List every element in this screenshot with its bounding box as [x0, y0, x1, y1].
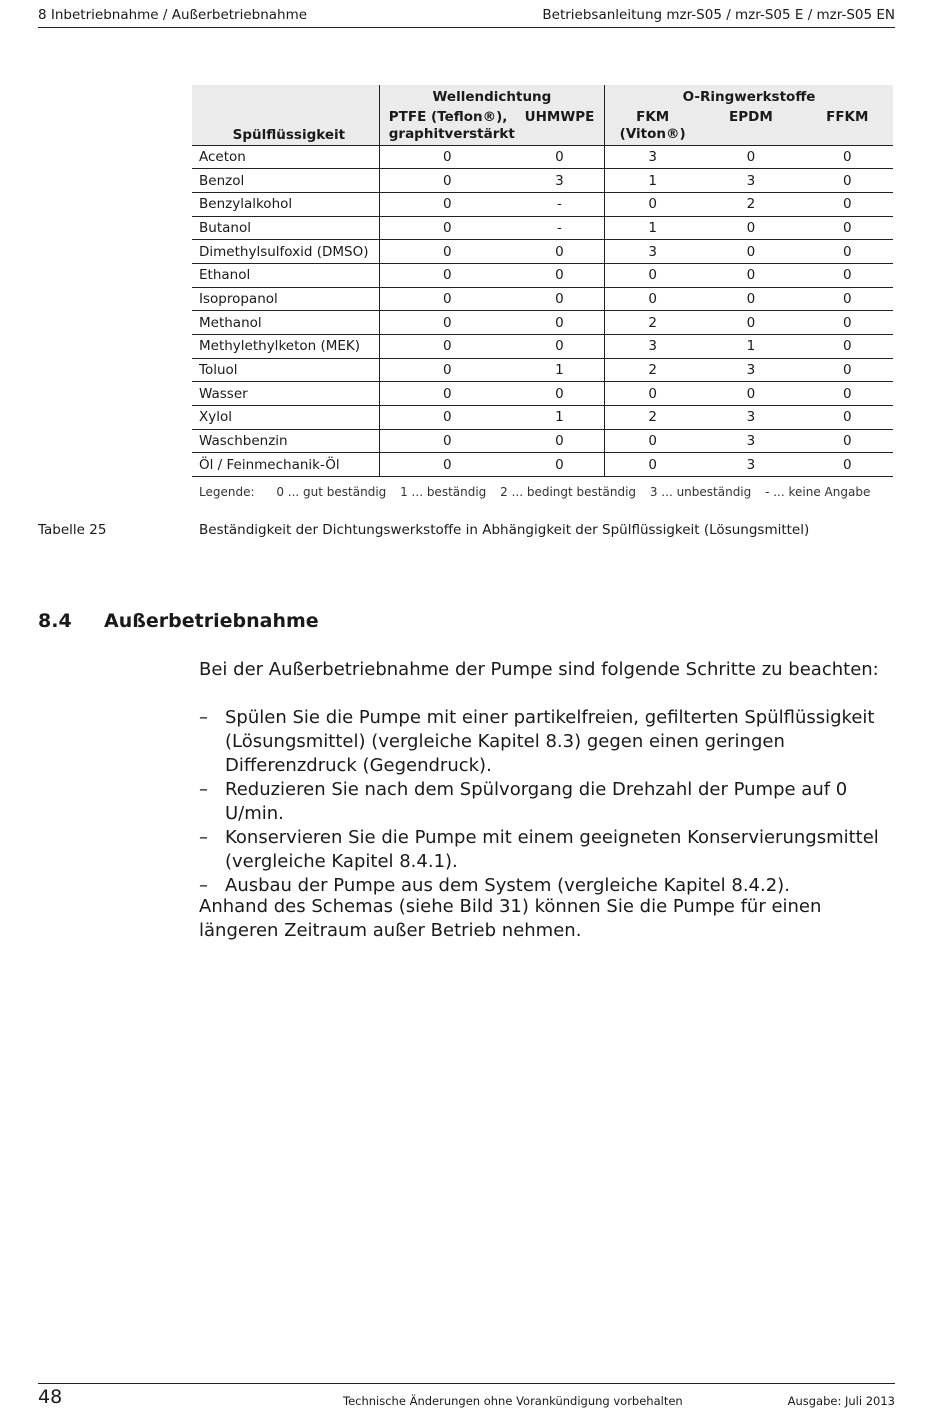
rating-cell: 0	[379, 240, 515, 264]
table-caption-label: Tabelle 25	[38, 522, 107, 538]
rating-cell: 0	[802, 358, 893, 382]
rating-cell: 0	[802, 216, 893, 240]
rating-cell: 0	[379, 169, 515, 193]
section-number: 8.4	[38, 610, 72, 632]
rating-cell: 3	[700, 453, 801, 477]
rating-cell: 0	[379, 192, 515, 216]
table-legend	[199, 485, 880, 499]
rating-cell: -	[515, 216, 605, 240]
rating-cell: 2	[605, 358, 701, 382]
section-heading	[38, 610, 319, 632]
rating-cell: 0	[379, 406, 515, 430]
step-item: – Spülen Sie die Pumpe mit einer partikelfreien, gefilterten Spülflüssigkeit (Lösungsmittel) (vergleiche Kapitel 8.3) gegen einen geringen Differenzdruck (Gegendruck).	[199, 706, 899, 778]
rating-cell: 0	[379, 287, 515, 311]
col-header-fkm: FKM (Viton®)	[605, 109, 701, 145]
legend-item: 0 ... gut beständig	[276, 485, 387, 499]
rating-cell: -	[515, 192, 605, 216]
table-row	[192, 192, 893, 216]
footer-edition: Ausgabe: Juli 2013	[787, 1394, 895, 1408]
table-row	[192, 263, 893, 287]
rating-cell: 0	[379, 453, 515, 477]
rating-cell: 0	[802, 382, 893, 406]
table-row	[192, 240, 893, 264]
table-row	[192, 406, 893, 430]
rating-cell: 1	[605, 169, 701, 193]
group-header-o-ring: O-Ringwerkstoffe	[605, 85, 893, 109]
table-row	[192, 358, 893, 382]
rating-cell: 0	[802, 429, 893, 453]
solvent-name: Butanol	[192, 216, 379, 240]
rating-cell: 0	[515, 263, 605, 287]
rating-cell: 1	[515, 358, 605, 382]
legend-label: Legende:	[199, 485, 255, 499]
rating-cell: 0	[379, 335, 515, 359]
rating-cell: 0	[700, 240, 801, 264]
table-row	[192, 311, 893, 335]
rating-cell: 3	[605, 335, 701, 359]
rating-cell: 0	[605, 382, 701, 406]
rating-cell: 3	[700, 358, 801, 382]
table-caption-text: Beständigkeit der Dichtungswerkstoffe in Abhängigkeit der Spülflüssigkeit (Lösungsmittel)	[199, 522, 810, 538]
rating-cell: 0	[605, 429, 701, 453]
group-header-shaft-seal: Wellendichtung	[379, 85, 604, 109]
solvent-name: Aceton	[192, 145, 379, 169]
col-header-epdm: EPDM	[700, 109, 801, 145]
rating-cell: 0	[700, 311, 801, 335]
solvent-name: Toluol	[192, 358, 379, 382]
solvent-name: Methanol	[192, 311, 379, 335]
rating-cell: 0	[379, 358, 515, 382]
rating-cell: 0	[515, 145, 605, 169]
solvent-name: Benzylalkohol	[192, 192, 379, 216]
rating-cell: 0	[515, 311, 605, 335]
rating-cell: 0	[700, 287, 801, 311]
solvent-name: Ethanol	[192, 263, 379, 287]
table-row	[192, 216, 893, 240]
rating-cell: 0	[605, 263, 701, 287]
rating-cell: 0	[605, 287, 701, 311]
page-header	[38, 6, 895, 28]
rating-cell: 0	[379, 382, 515, 406]
page-footer	[38, 1383, 895, 1409]
rating-cell: 2	[605, 311, 701, 335]
solvent-name: Methylethylketon (MEK)	[192, 335, 379, 359]
rating-cell: 0	[802, 406, 893, 430]
table-row	[192, 335, 893, 359]
table-row	[192, 287, 893, 311]
solvent-name: Wasser	[192, 382, 379, 406]
rating-cell: 3	[700, 429, 801, 453]
col-header-ffkm: FFKM	[802, 109, 893, 145]
rating-cell: 0	[700, 263, 801, 287]
legend-item: 3 ... unbeständig	[649, 485, 752, 499]
legend-item: 2 ... bedingt beständig	[500, 485, 637, 499]
rating-cell: 0	[379, 429, 515, 453]
header-manual-title: Betriebsanleitung mzr-S05 / mzr-S05 E / mzr-S05 EN	[542, 7, 895, 23]
rating-cell: 0	[700, 382, 801, 406]
solvent-name: Öl / Feinmechanik-Öl	[192, 453, 379, 477]
section-title: Außerbetriebnahme	[104, 610, 319, 632]
row-header: Spülflüssigkeit	[192, 85, 379, 145]
rating-cell: 0	[802, 169, 893, 193]
rating-cell: 0	[802, 287, 893, 311]
intro-paragraph: Bei der Außerbetriebnahme der Pumpe sind folgende Schritte zu beachten:	[199, 659, 879, 680]
rating-cell: 0	[802, 240, 893, 264]
rating-cell: 3	[700, 169, 801, 193]
rating-cell: 0	[802, 311, 893, 335]
rating-cell: 1	[605, 216, 701, 240]
rating-cell: 3	[515, 169, 605, 193]
rating-cell: 0	[605, 192, 701, 216]
table-row	[192, 382, 893, 406]
resistance-table	[192, 85, 893, 477]
col-header-ptfe: PTFE (Teflon®), graphitverstärkt	[379, 109, 515, 145]
solvent-name: Benzol	[192, 169, 379, 193]
legend-item: 1 ... beständig	[400, 485, 487, 499]
outro-paragraph: Anhand des Schemas (siehe Bild 31) können Sie die Pumpe für einen längeren Zeitraum außer Betrieb nehmen.	[199, 896, 822, 941]
col-header-uhmwpe: UHMWPE	[515, 109, 605, 145]
rating-cell: 3	[605, 240, 701, 264]
table-row	[192, 145, 893, 169]
step-item: – Konservieren Sie die Pumpe mit einem geeigneten Konservierungsmittel (vergleiche Kapitel 8.4.1).	[199, 826, 899, 874]
solvent-name: Dimethylsulfoxid (DMSO)	[192, 240, 379, 264]
rating-cell: 2	[605, 406, 701, 430]
rating-cell: 0	[605, 453, 701, 477]
rating-cell: 1	[515, 406, 605, 430]
rating-cell: 0	[379, 311, 515, 335]
steps-list	[199, 706, 899, 898]
rating-cell: 0	[515, 382, 605, 406]
solvent-name: Xylol	[192, 406, 379, 430]
rating-cell: 3	[700, 406, 801, 430]
rating-cell: 0	[802, 263, 893, 287]
rating-cell: 0	[379, 145, 515, 169]
rating-cell: 0	[515, 287, 605, 311]
rating-cell: 1	[700, 335, 801, 359]
solvent-name: Waschbenzin	[192, 429, 379, 453]
rating-cell: 0	[515, 429, 605, 453]
legend-item: - ... keine Angabe	[765, 485, 871, 499]
rating-cell: 0	[379, 263, 515, 287]
rating-cell: 0	[700, 216, 801, 240]
rating-cell: 0	[515, 240, 605, 264]
header-chapter: 8 Inbetriebnahme / Außerbetriebnahme	[38, 7, 308, 23]
rating-cell: 2	[700, 192, 801, 216]
step-item: – Ausbau der Pumpe aus dem System (vergleiche Kapitel 8.4.2).	[199, 874, 899, 898]
rating-cell: 0	[515, 335, 605, 359]
solvent-name: Isopropanol	[192, 287, 379, 311]
page-number: 48	[38, 1386, 63, 1408]
table-row	[192, 453, 893, 477]
rating-cell: 0	[802, 192, 893, 216]
rating-cell: 0	[700, 145, 801, 169]
rating-cell: 0	[379, 216, 515, 240]
rating-cell: 0	[515, 453, 605, 477]
footer-disclaimer: Technische Änderungen ohne Vorankündigung vorbehalten	[343, 1394, 683, 1408]
rating-cell: 3	[605, 145, 701, 169]
table-row	[192, 169, 893, 193]
step-item: – Reduzieren Sie nach dem Spülvorgang die Drehzahl der Pumpe auf 0 U/min.	[199, 778, 899, 826]
rating-cell: 0	[802, 335, 893, 359]
rating-cell: 0	[802, 145, 893, 169]
table-row	[192, 429, 893, 453]
rating-cell: 0	[802, 453, 893, 477]
